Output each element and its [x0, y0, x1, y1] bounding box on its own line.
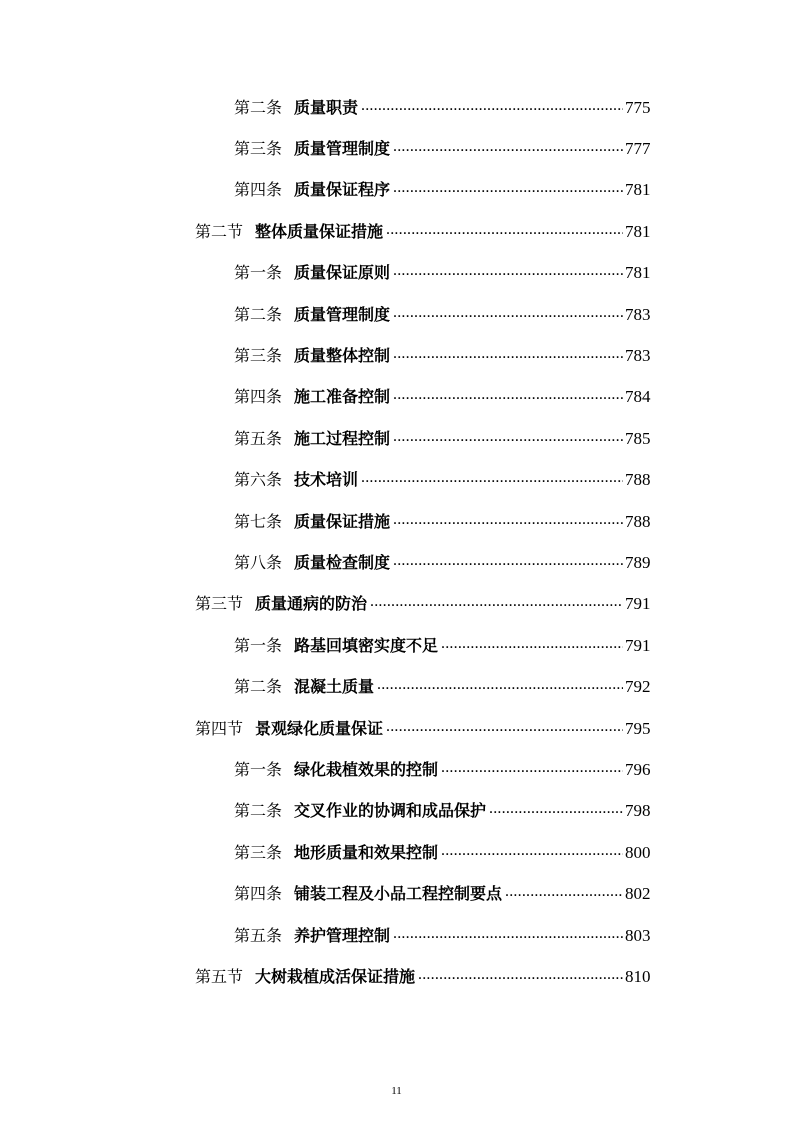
toc-dot-leader: [377, 675, 623, 695]
toc-article-entry[interactable]: [0, 335, 793, 376]
toc-entry-number: 第六条: [234, 470, 283, 490]
toc-dot-leader: [393, 178, 623, 198]
toc-article-entry[interactable]: [0, 170, 793, 211]
toc-entry-page: 783: [625, 346, 651, 366]
toc-entry-page: 803: [625, 925, 651, 945]
toc-entry-content: [234, 884, 673, 904]
toc-entry-page: 802: [625, 884, 651, 904]
toc-entry-content: [234, 429, 673, 449]
toc-dot-leader: [393, 137, 623, 157]
toc-entry-content: [234, 263, 673, 283]
toc-dot-leader: [386, 220, 623, 240]
toc-entry-title: 质量管理制度: [294, 304, 391, 324]
toc-entry-number: 第二条: [234, 801, 283, 821]
toc-entry-title: 交叉作业的协调和成品保护: [294, 801, 487, 821]
toc-dot-leader: [393, 924, 623, 944]
toc-article-entry[interactable]: [0, 625, 793, 666]
toc-entry-content: [234, 512, 673, 532]
toc-entry-title: 质量职责: [294, 97, 359, 117]
toc-entry-content: [234, 760, 673, 780]
toc-entry-content: [234, 180, 673, 200]
toc-entry-page: 775: [625, 97, 651, 117]
toc-dot-leader: [489, 799, 623, 819]
toc-dot-leader: [393, 551, 623, 571]
toc-entry-title: 质量整体控制: [294, 346, 391, 366]
toc-entry-number: 第一条: [234, 635, 283, 655]
toc-entry-number: 第四条: [234, 884, 283, 904]
toc-entry-content: [234, 305, 673, 325]
toc-entry-number: 第三条: [234, 842, 283, 862]
toc-entry-content: [234, 553, 673, 573]
toc-entry-content: [234, 677, 673, 697]
toc-entry-number: 第五节: [195, 966, 244, 986]
toc-dot-leader: [393, 510, 623, 530]
toc-entry-title: 质量保证原则: [294, 263, 391, 283]
toc-entry-number: 第一条: [234, 759, 283, 779]
toc-dot-leader: [361, 96, 623, 116]
toc-entry-page: 791: [625, 635, 651, 655]
toc-entry-page: 800: [625, 842, 651, 862]
toc-entry-number: 第四节: [195, 718, 244, 738]
toc-article-entry[interactable]: [0, 666, 793, 707]
toc-entry-content: [234, 98, 673, 118]
toc-dot-leader: [386, 717, 623, 737]
toc-entry-title: 质量保证措施: [294, 511, 391, 531]
toc-article-entry[interactable]: [0, 377, 793, 418]
toc-dot-leader: [393, 303, 623, 323]
toc-entry-number: 第三条: [234, 346, 283, 366]
toc-entry-title: 养护管理控制: [294, 925, 391, 945]
toc-entry-page: 791: [625, 594, 651, 614]
toc-entry-content: [195, 719, 673, 739]
toc-dot-leader: [393, 344, 623, 364]
toc-entry-number: 第五条: [234, 428, 283, 448]
toc-entry-title: 铺装工程及小品工程控制要点: [294, 884, 503, 904]
toc-article-entry[interactable]: [0, 460, 793, 501]
toc-entry-page: 810: [625, 966, 651, 986]
toc-entry-number: 第四条: [234, 180, 283, 200]
toc-entry-title: 整体质量保证措施: [255, 221, 384, 241]
toc-dot-leader: [393, 427, 623, 447]
toc-entry-content: [234, 843, 673, 863]
toc-article-entry[interactable]: [0, 501, 793, 542]
toc-entry-content: [195, 594, 673, 614]
toc-article-entry[interactable]: [0, 294, 793, 335]
toc-entry-page: 788: [625, 470, 651, 490]
toc-entry-number: 第五条: [234, 925, 283, 945]
toc-dot-leader: [393, 261, 623, 281]
toc-entry-page: 781: [625, 263, 651, 283]
toc-section-entry[interactable]: [0, 584, 793, 625]
toc-dot-leader: [361, 468, 623, 488]
toc-entry-page: 792: [625, 677, 651, 697]
toc-entry-title: 质量管理制度: [294, 139, 391, 159]
toc-entry-page: 777: [625, 139, 651, 159]
toc-entry-number: 第八条: [234, 552, 283, 572]
toc-entry-page: 788: [625, 511, 651, 531]
toc-dot-leader: [418, 965, 623, 985]
toc-article-entry[interactable]: [0, 832, 793, 873]
toc-entry-title: 质量保证程序: [294, 180, 391, 200]
toc-entry-title: 地形质量和效果控制: [294, 842, 439, 862]
toc-entry-number: 第二节: [195, 221, 244, 241]
toc-section-entry[interactable]: [0, 708, 793, 749]
toc-entry-page: 783: [625, 304, 651, 324]
toc-article-entry[interactable]: [0, 791, 793, 832]
toc-entry-title: 混凝土质量: [294, 677, 375, 697]
toc-entry-page: 784: [625, 387, 651, 407]
toc-entry-title: 路基回填密实度不足: [294, 635, 439, 655]
toc-entry-number: 第三条: [234, 139, 283, 159]
toc-entry-page: 796: [625, 759, 651, 779]
table-of-contents: [0, 87, 793, 998]
toc-article-entry[interactable]: [0, 87, 793, 128]
toc-dot-leader: [441, 634, 623, 654]
toc-article-entry[interactable]: [0, 418, 793, 459]
toc-entry-title: 质量通病的防治: [255, 594, 368, 614]
toc-article-entry[interactable]: [0, 128, 793, 169]
toc-entry-content: [234, 926, 673, 946]
toc-entry-page: 789: [625, 552, 651, 572]
toc-dot-leader: [441, 758, 623, 778]
toc-entry-content: [234, 470, 673, 490]
toc-entry-number: 第七条: [234, 511, 283, 531]
toc-entry-page: 798: [625, 801, 651, 821]
toc-entry-page: 781: [625, 180, 651, 200]
toc-entry-content: [234, 387, 673, 407]
toc-entry-title: 绿化栽植效果的控制: [294, 759, 439, 779]
toc-entry-title: 技术培训: [294, 470, 359, 490]
toc-entry-content: [234, 346, 673, 366]
toc-entry-title: 大树栽植成活保证措施: [255, 966, 416, 986]
toc-entry-title: 施工过程控制: [294, 428, 391, 448]
toc-entry-content: [195, 967, 673, 987]
toc-section-entry[interactable]: [0, 956, 793, 997]
toc-entry-title: 施工准备控制: [294, 387, 391, 407]
toc-entry-page: 781: [625, 221, 651, 241]
toc-entry-page: 785: [625, 428, 651, 448]
toc-dot-leader: [393, 385, 623, 405]
toc-entry-content: [234, 139, 673, 159]
toc-entry-number: 第二条: [234, 304, 283, 324]
toc-entry-content: [234, 636, 673, 656]
toc-entry-number: 第四条: [234, 387, 283, 407]
toc-entry-number: 第三节: [195, 594, 244, 614]
toc-dot-leader: [441, 841, 623, 861]
toc-entry-content: [234, 801, 673, 821]
toc-article-entry[interactable]: [0, 749, 793, 790]
toc-entry-content: [195, 222, 673, 242]
toc-article-entry[interactable]: [0, 873, 793, 914]
toc-entry-number: 第二条: [234, 677, 283, 697]
toc-entry-title: 质量检查制度: [294, 552, 391, 572]
toc-entry-number: 第一条: [234, 263, 283, 283]
toc-article-entry[interactable]: [0, 915, 793, 956]
toc-entry-page: 795: [625, 718, 651, 738]
toc-entry-number: 第二条: [234, 97, 283, 117]
toc-article-entry[interactable]: [0, 542, 793, 583]
toc-entry-title: 景观绿化质量保证: [255, 718, 384, 738]
toc-section-entry[interactable]: [0, 211, 793, 252]
page-number: 11: [391, 1085, 402, 1097]
toc-dot-leader: [505, 882, 623, 902]
toc-dot-leader: [370, 592, 623, 612]
toc-article-entry[interactable]: [0, 253, 793, 294]
